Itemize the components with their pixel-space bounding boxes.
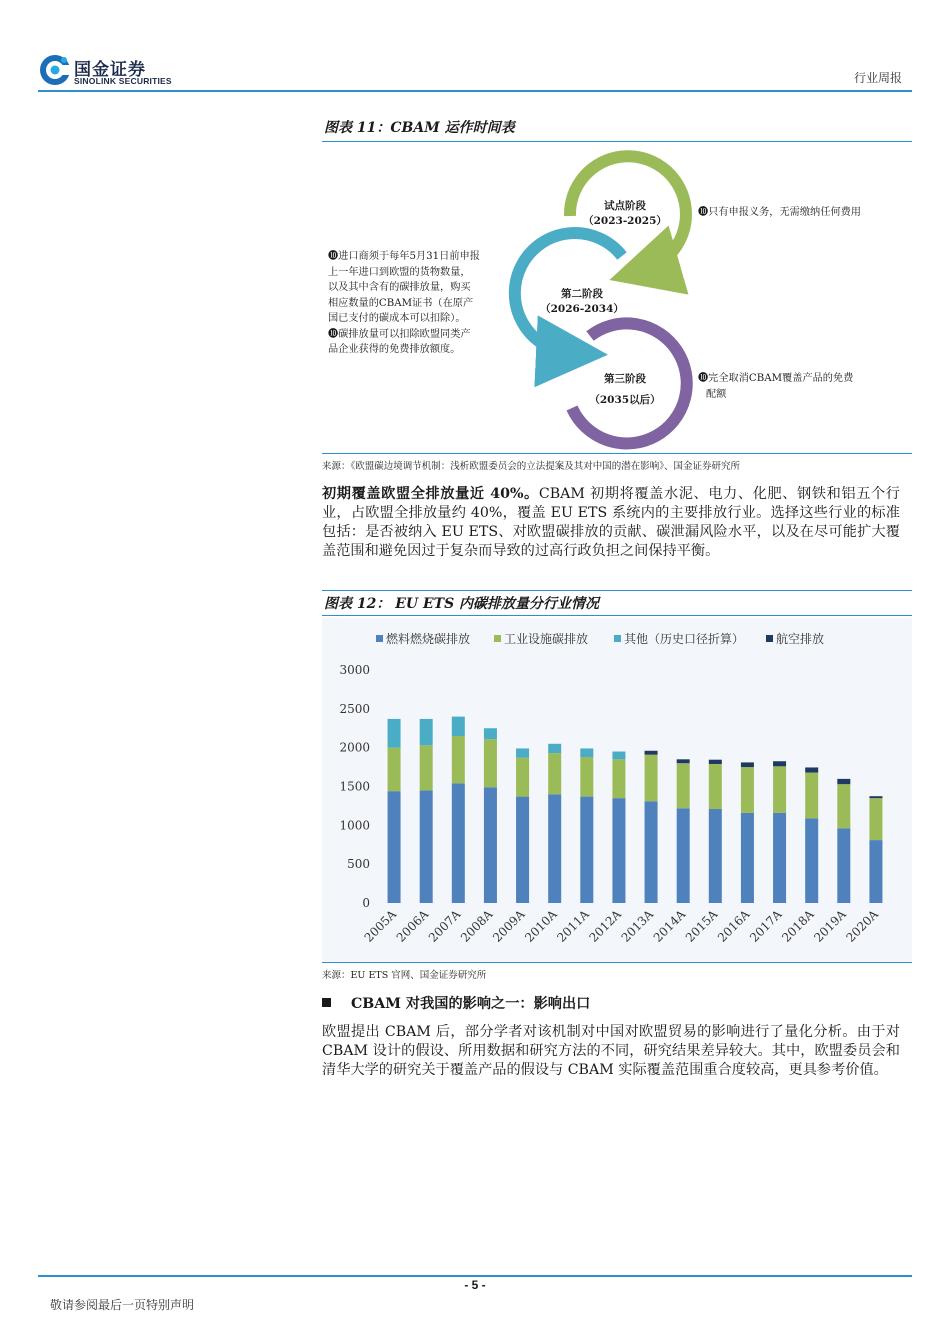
bar-segment xyxy=(837,828,850,903)
logo-text-cn: 国金证券 xyxy=(74,60,146,80)
bar-segment xyxy=(388,719,401,748)
y-tick-label: 0 xyxy=(362,896,370,910)
x-tick-label: 2012A xyxy=(586,907,625,945)
stage3-label xyxy=(565,369,685,411)
stage2-note-line: 以及其中含有的碳排放量，购买 xyxy=(328,282,471,293)
stage2-note-line: 国已支付的碳成本可以扣除）。 xyxy=(328,313,466,324)
bar-segment xyxy=(773,766,786,813)
bar-segment xyxy=(869,798,882,840)
y-tick-label: 2500 xyxy=(339,701,370,716)
bar-segment xyxy=(741,813,754,903)
legend-label: 工业设施碳排放 xyxy=(504,632,589,646)
sinolink-logo-icon xyxy=(38,52,72,86)
legend-swatch xyxy=(614,635,621,642)
bar-segment xyxy=(805,773,818,819)
disclaimer-note: 敬请参阅最后一页特别声明 xyxy=(50,1298,195,1312)
bar-segment xyxy=(548,753,561,794)
bar-segment xyxy=(612,798,625,903)
x-tick-label: 2005A xyxy=(361,907,400,945)
stage3-period: （2035以后） xyxy=(589,394,661,406)
bar-segment xyxy=(388,748,401,791)
legend-swatch xyxy=(376,635,383,642)
stage3-name: 第三阶段 xyxy=(604,373,646,385)
x-tick-label: 2010A xyxy=(522,907,560,945)
emissions-stacked-bar-chart xyxy=(322,618,912,962)
report-type: 行业周报 xyxy=(853,71,902,85)
bar-segment xyxy=(484,739,497,787)
bar-segment xyxy=(805,767,818,772)
figure12-top-divider xyxy=(322,590,912,591)
bar-segment xyxy=(741,762,754,767)
bar-segment xyxy=(709,809,722,903)
page-number: - 5 - xyxy=(464,1278,486,1292)
y-tick-label: 1500 xyxy=(339,779,370,794)
y-tick-label: 3000 xyxy=(339,663,370,677)
bar-segment xyxy=(548,744,561,753)
legend-swatch xyxy=(494,635,501,642)
figure12-source: 来源：EU ETS 官网、国金证券研究所 xyxy=(322,970,487,981)
bar-segment xyxy=(580,748,593,757)
bar-segment xyxy=(516,797,529,903)
section-heading-text: CBAM 对我国的影响之一：影响出口 xyxy=(351,996,591,1012)
bar-segment xyxy=(548,794,561,903)
bar-segment xyxy=(420,719,433,745)
bar-segment xyxy=(484,728,497,739)
header-divider xyxy=(38,90,912,92)
bar-segment xyxy=(645,755,658,802)
bar-segment xyxy=(388,791,401,903)
bar-segment xyxy=(645,751,658,755)
x-tick-label: 2015A xyxy=(682,907,721,945)
x-tick-label: 2020A xyxy=(843,907,882,945)
x-tick-label: 2008A xyxy=(457,907,496,945)
legend-label: 航空排放 xyxy=(776,632,825,646)
x-tick-label: 2009A xyxy=(490,907,528,945)
bar-segment xyxy=(773,813,786,903)
paragraph-coverage-body: CBAM 初期将覆盖水泥、电力、化肥、钢铁和铝五个行业，占欧盟全排放量约 40%，覆盖 EU ETS 系统内的主要排放行业。选择这些行业的标准包括：是否被纳入 EU ETS、对欧盟碳排放的贡献、碳泄漏风险水平，以及在尽可能扩大覆盖范围和避免因过于复杂而导致的过高行政负担之间保持平衡。 xyxy=(322,486,900,559)
bar-segment xyxy=(837,784,850,828)
bar-segment xyxy=(612,752,625,760)
x-tick-label: 2014A xyxy=(650,907,689,945)
stage2-name: 第二阶段 xyxy=(561,288,603,300)
bar-segment xyxy=(677,763,690,808)
bar-segment xyxy=(869,796,882,798)
bullet-square-icon xyxy=(322,998,331,1007)
x-tick-label: 2011A xyxy=(554,907,592,945)
bar-segment xyxy=(452,717,465,736)
x-tick-label: 2016A xyxy=(714,907,753,945)
stage1-label xyxy=(565,199,685,229)
bar-segment xyxy=(580,757,593,797)
stage3-note-line: 配额 xyxy=(706,388,727,400)
bar-segment xyxy=(709,764,722,809)
stage1-name: 试点阶段 xyxy=(604,200,646,212)
bar-segment xyxy=(452,736,465,783)
bar-segment xyxy=(773,761,786,766)
stage2-label xyxy=(522,287,642,317)
bar-segment xyxy=(484,787,497,903)
figure11-source: 来源：《欧盟碳边境调节机制：浅析欧盟委员会的立法提案及其对中国的潜在影响》、国金证券研究所 xyxy=(322,461,741,472)
cbam-timeline-diagram xyxy=(322,148,912,452)
bar-segment xyxy=(677,808,690,903)
stage2-note-line: 上一年进口到欧盟的货物数量， xyxy=(328,266,471,278)
x-tick-label: 2006A xyxy=(393,907,432,945)
y-tick-label: 500 xyxy=(347,857,370,872)
bar-segment xyxy=(741,767,754,813)
stage2-note xyxy=(328,249,480,358)
bar-segment xyxy=(580,797,593,903)
bar-segment xyxy=(805,818,818,903)
y-tick-label: 2000 xyxy=(339,740,370,755)
bar-segment xyxy=(645,801,658,903)
legend-label: 其他（历史口径折算） xyxy=(624,632,745,646)
bar-segment xyxy=(516,748,529,757)
legend-label: 燃料燃烧碳排放 xyxy=(386,632,471,646)
bar-segment xyxy=(677,759,690,763)
footer-divider xyxy=(38,1275,912,1277)
figure11-title: 图表 11：CBAM 运作时间表 xyxy=(324,120,515,136)
y-tick-label: 1000 xyxy=(339,818,370,833)
bar-segment xyxy=(837,779,850,784)
figure12-title-divider xyxy=(322,615,912,616)
section-body: 欧盟提出 CBAM 后，部分学者对该机制对中国对欧盟贸易的影响进行了量化分析。由于对 CBAM 设计的假设、所用数据和研究方法的不同，研究结果差异较大。其中，欧盟委员会和清华大学的研究关于覆盖产品的假设与 CBAM 实际覆盖范围重合度较高，更具参考价值。 xyxy=(322,1024,900,1078)
x-tick-label: 2013A xyxy=(618,907,657,945)
legend-swatch xyxy=(766,635,773,642)
stage1-note: ❿只有申报义务，无需缴纳任何费用 xyxy=(698,207,861,218)
stage2-note-line: ❿碳排放量可以扣除欧盟同类产 xyxy=(328,328,471,340)
section-heading xyxy=(322,993,590,1013)
stage1-period: （2023-2025） xyxy=(583,215,667,227)
bar-segment xyxy=(420,790,433,903)
figure11-bottom-divider xyxy=(322,453,912,454)
figure12-title: 图表 12： EU ETS 内碳排放量分行业情况 xyxy=(324,596,600,612)
x-tick-label: 2017A xyxy=(747,907,785,945)
figure11-title-divider xyxy=(322,141,912,142)
stage3-note xyxy=(698,371,853,402)
bar-segment xyxy=(869,840,882,903)
x-tick-label: 2007A xyxy=(425,907,464,945)
bar-segment xyxy=(516,758,529,797)
page-header xyxy=(38,52,912,92)
bar-segment xyxy=(709,760,722,764)
bar-segment xyxy=(420,745,433,790)
x-tick-label: 2018A xyxy=(779,907,817,945)
stage3-note-line: ❿完全取消CBAM覆盖产品的免费 xyxy=(698,373,854,384)
stage2-note-line: 相应数量的CBAM证书（在原产 xyxy=(328,297,474,309)
bar-segment xyxy=(612,759,625,798)
paragraph-coverage-lead: 初期覆盖欧盟全排放量近 40%。 xyxy=(322,486,539,502)
logo-text-en: SINOLINK SECURITIES xyxy=(74,76,172,86)
figure12-bottom-divider xyxy=(322,962,912,963)
stage2-period: （2026-2034） xyxy=(540,303,624,315)
stage2-note-line: 品企业获得的免费排放额度。 xyxy=(328,344,461,355)
bar-segment xyxy=(452,783,465,903)
stage2-note-line: ❿进口商须于每年5月31日前申报 xyxy=(328,251,480,262)
company-logo xyxy=(38,52,178,90)
emissions-chart-container xyxy=(322,618,912,962)
paragraph-coverage xyxy=(322,485,900,561)
x-tick-label: 2019A xyxy=(811,907,849,945)
